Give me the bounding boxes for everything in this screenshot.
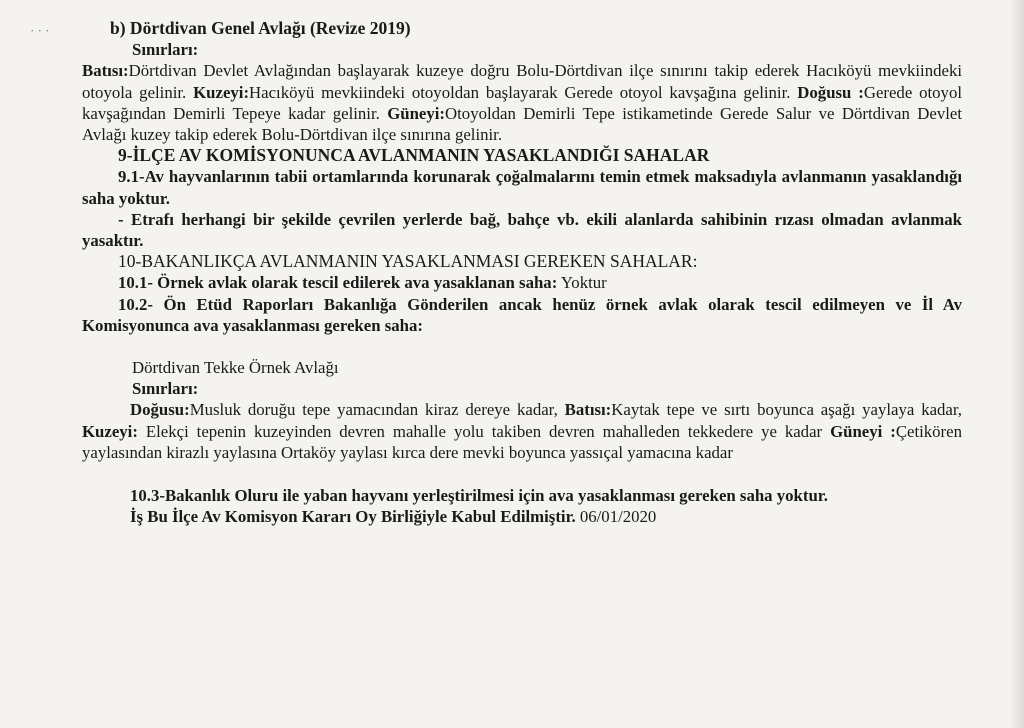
sinirlari2-label: Sınırları:: [132, 379, 199, 399]
spacer: [82, 463, 962, 485]
dogusu-label: Doğusu :: [797, 82, 864, 102]
t-kuzeyi-label: Kuzeyi:: [82, 421, 138, 441]
section-10-3: 10.3-Bakanlık Oluru ile yaban hayvanı yerleştirilmesi için ava yasaklanması gereken saha yoktur.: [130, 486, 828, 506]
dogusu-text: Gerede otoyol kavşağından Demirli Tepeye kadar gelinir.: [82, 82, 963, 123]
tekke-title: Dörtdivan Tekke Örnek Avlağı: [132, 358, 339, 378]
section-10-1-value: Yoktur: [557, 273, 607, 293]
batisi-text: Dörtdivan Devlet Avlağından başlayarak kuzeye doğru Bolu-Dörtdivan ilçe sınırını takip ederek Hacıköyü mevkiindeki otoyola gelinir.: [82, 61, 962, 102]
section-9-title: 9-İLÇE AV KOMİSYONUNCA AVLANMANIN YASAKLANDIĞI SAHALAR: [118, 145, 710, 166]
kuzeyi-label: Kuzeyi:: [193, 82, 250, 102]
t-guneyi-text: Çetikören yaylasından kirazlı yaylasına Ortaköy yaylası kırca dere mevki boyunca yassıçal yamacına kadar: [82, 421, 962, 462]
section-10-title: 10-BAKANLIKÇA AVLANMANIN YASAKLANMASI GEREKEN SAHALAR: [118, 251, 693, 272]
t-batisi-label: Batısı:: [564, 400, 612, 420]
sinirlari-label: Sınırları:: [132, 40, 199, 60]
guneyi-text: Otoyoldan Demirli Tepe istikametinde Gerede Salur ve Dörtdivan Devlet Avlağı kuzey takip ederek Bolu-Dörtdivan ilçe sınırına gelinir.: [82, 103, 963, 145]
t-batisi-text: Kaytak tepe ve sırtı boyunca aşağı yaylaya kadar,: [611, 400, 962, 420]
section-10-1-label: 10.1- Örnek avlak olarak tescil edilerek ava yasaklanan saha:: [118, 273, 558, 293]
section-10-2: 10.2- Ön Etüd Raporları Bakanlığa Gönderilen ancak henüz örnek avlak olarak tescil edilmeyen ve İl Av Komisyonunca ava yasaklanması gereken saha:: [82, 294, 962, 335]
section-10-heading: [82, 251, 962, 272]
tekke-boundaries-paragraph: [82, 399, 962, 463]
t-dogusu-label: Doğusu:: [130, 400, 190, 420]
batisi-label: Batısı:: [82, 61, 129, 81]
section-b-heading: [30, 18, 962, 39]
document-body: [30, 18, 963, 527]
section-10-1: [82, 272, 962, 293]
t-dogusu-text: Musluk doruğu tepe yamacından kiraz dereye kadar,: [189, 400, 565, 420]
kuzeyi-text: Hacıköyü mevkiindeki otoyoldan başlayarak Gerede otoyol kavşağına gelinir.: [249, 82, 798, 102]
page-edge-shadow: [1010, 0, 1024, 728]
spacer: [82, 336, 962, 357]
final-statement: [82, 506, 962, 527]
final-label: İş Bu İlçe Av Komisyon Kararı Oy Birliğiyle Kabul Edilmiştir.: [130, 507, 576, 527]
section-10-colon: :: [692, 251, 698, 272]
section-b-title: b) Dörtdivan Genel Avlağı (Revize 2019): [110, 18, 411, 38]
section-9-1: 9.1-Av hayvanlarının tabii ortamlarında korunarak çoğalmalarını temin etmek maksadıyla avlanmanın yasaklandığı saha yoktur.: [82, 167, 962, 208]
t-kuzeyi-text: Elekçi tepenin kuzeyinden devren mahalle yolu takiben devren mahalleden tekkedere ye kadar: [137, 421, 831, 441]
guneyi-label: Güneyi:: [387, 103, 446, 123]
boundaries-paragraph: [82, 60, 962, 145]
t-guneyi-label: Güneyi :: [830, 421, 896, 441]
section-9-2: - Etrafı herhangi bir şekilde çevrilen yerlerde bağ, bahçe vb. ekili alanlarda sahibinin rızası olmadan avlanmak yasaktır.: [82, 209, 962, 251]
scan-artifact-dots: · · ·: [30, 23, 50, 38]
final-date: 06/01/2020: [575, 507, 657, 527]
